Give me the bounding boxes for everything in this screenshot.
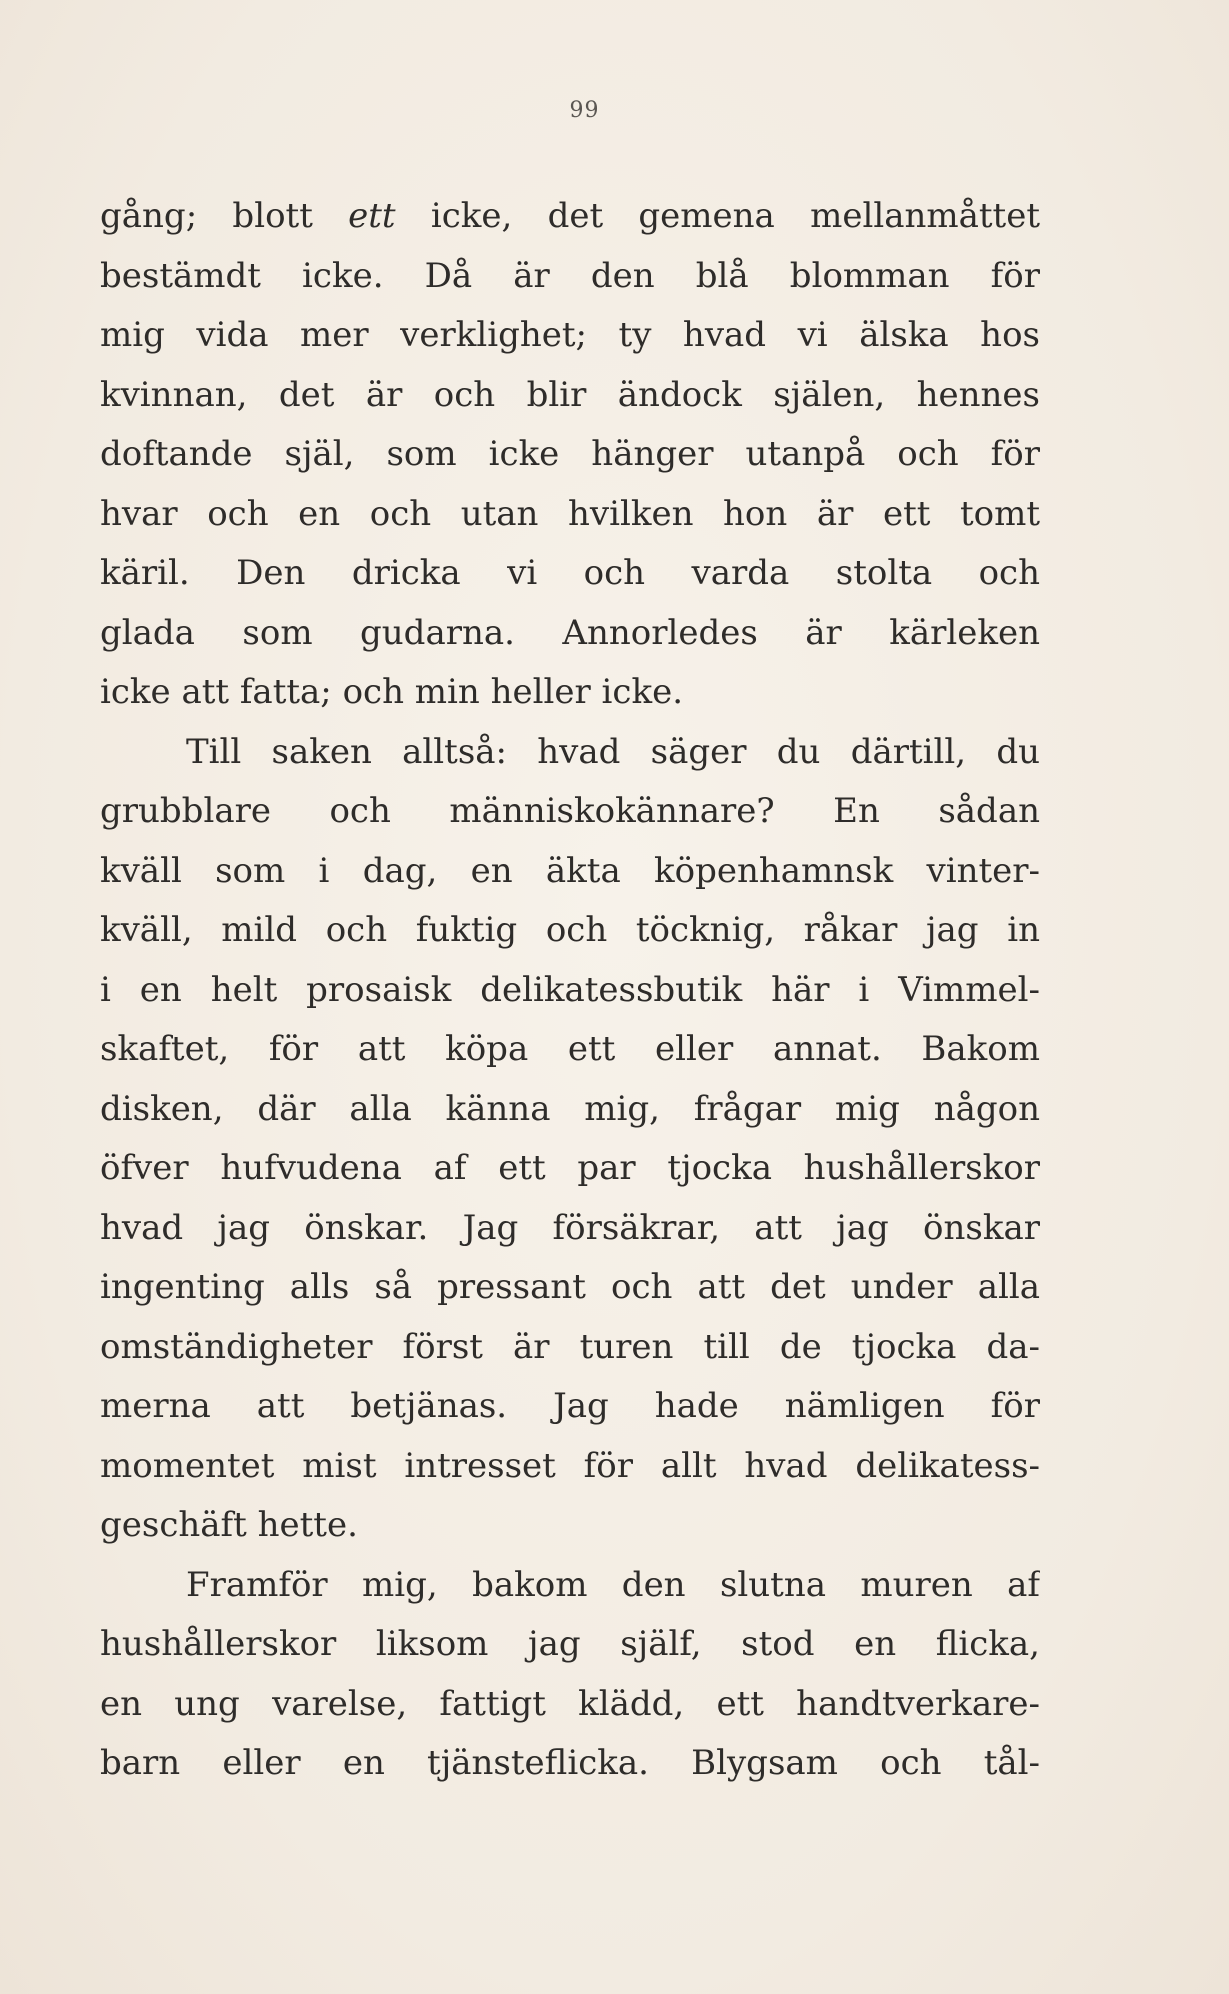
text-line: geschäft hette. — [100, 1505, 358, 1545]
text-line: barn eller en tjänsteflicka. Blygsam och tål- — [100, 1743, 1040, 1783]
text-line: gång; blott ett icke, det gemena mellanmåttet — [100, 196, 1040, 236]
text-line: grubblare och människokännare? En sådan — [100, 791, 1040, 831]
paragraph-1 — [100, 187, 1040, 723]
text-line: hvad jag önskar. Jag försäkrar, att jag önskar — [100, 1207, 1040, 1248]
text-line: doftande själ, som icke hänger utanpå och för — [100, 434, 1040, 474]
text-line: disken, där alla känna mig, frågar mig någon — [100, 1088, 1040, 1129]
text-line: bestämdt icke. Då är den blå blomman för — [100, 255, 1040, 296]
text-line: glada som gudarna. Annorledes är kärleken — [100, 612, 1040, 653]
text-line: momentet mist intresset för allt hvad delikatess- — [100, 1445, 1040, 1486]
text-line: kvinnan, det är och blir ändock själen, hennes — [100, 374, 1040, 415]
italic-word: ett — [348, 196, 396, 236]
text-line: kväll som i dag, en äkta köpenhamnsk vinter- — [100, 850, 1040, 891]
text-line: öfver hufvudena af ett par tjocka hushållerskor — [100, 1148, 1040, 1188]
paragraph-2 — [100, 723, 1040, 1556]
page-number: 99 — [569, 98, 600, 123]
text-line: omständigheter först är turen till de tjocka da- — [100, 1326, 1040, 1367]
text-line: skaftet, för att köpa ett eller annat. Bakom — [100, 1029, 1040, 1069]
text-line: ingenting alls så pressant och att det under alla — [100, 1267, 1040, 1307]
text-line: merna att betjänas. Jag hade nämligen för — [100, 1386, 1040, 1426]
text-line: en ung varelse, fattigt klädd, ett handtverkare- — [100, 1683, 1040, 1724]
text-line: hvar och en och utan hvilken hon är ett tomt — [100, 493, 1040, 534]
text-line: hushållerskor liksom jag själf, stod en flicka, — [100, 1624, 1040, 1664]
text-line: Framför mig, bakom den slutna muren af — [186, 1564, 1040, 1605]
text-line: mig vida mer verklighet; ty hvad vi älska hos — [100, 315, 1040, 355]
text-line: kväll, mild och fuktig och töcknig, råkar jag in — [100, 910, 1040, 950]
text-line: käril. Den dricka vi och varda stolta och — [100, 553, 1040, 593]
body-text — [100, 187, 1040, 1794]
text-line: Till saken alltså: hvad säger du därtill, du — [186, 731, 1040, 772]
text-line: i en helt prosaisk delikatessbutik här i Vimmel- — [100, 969, 1040, 1010]
paragraph-3 — [100, 1556, 1040, 1794]
text-line: icke att fatta; och min heller icke. — [100, 672, 683, 712]
